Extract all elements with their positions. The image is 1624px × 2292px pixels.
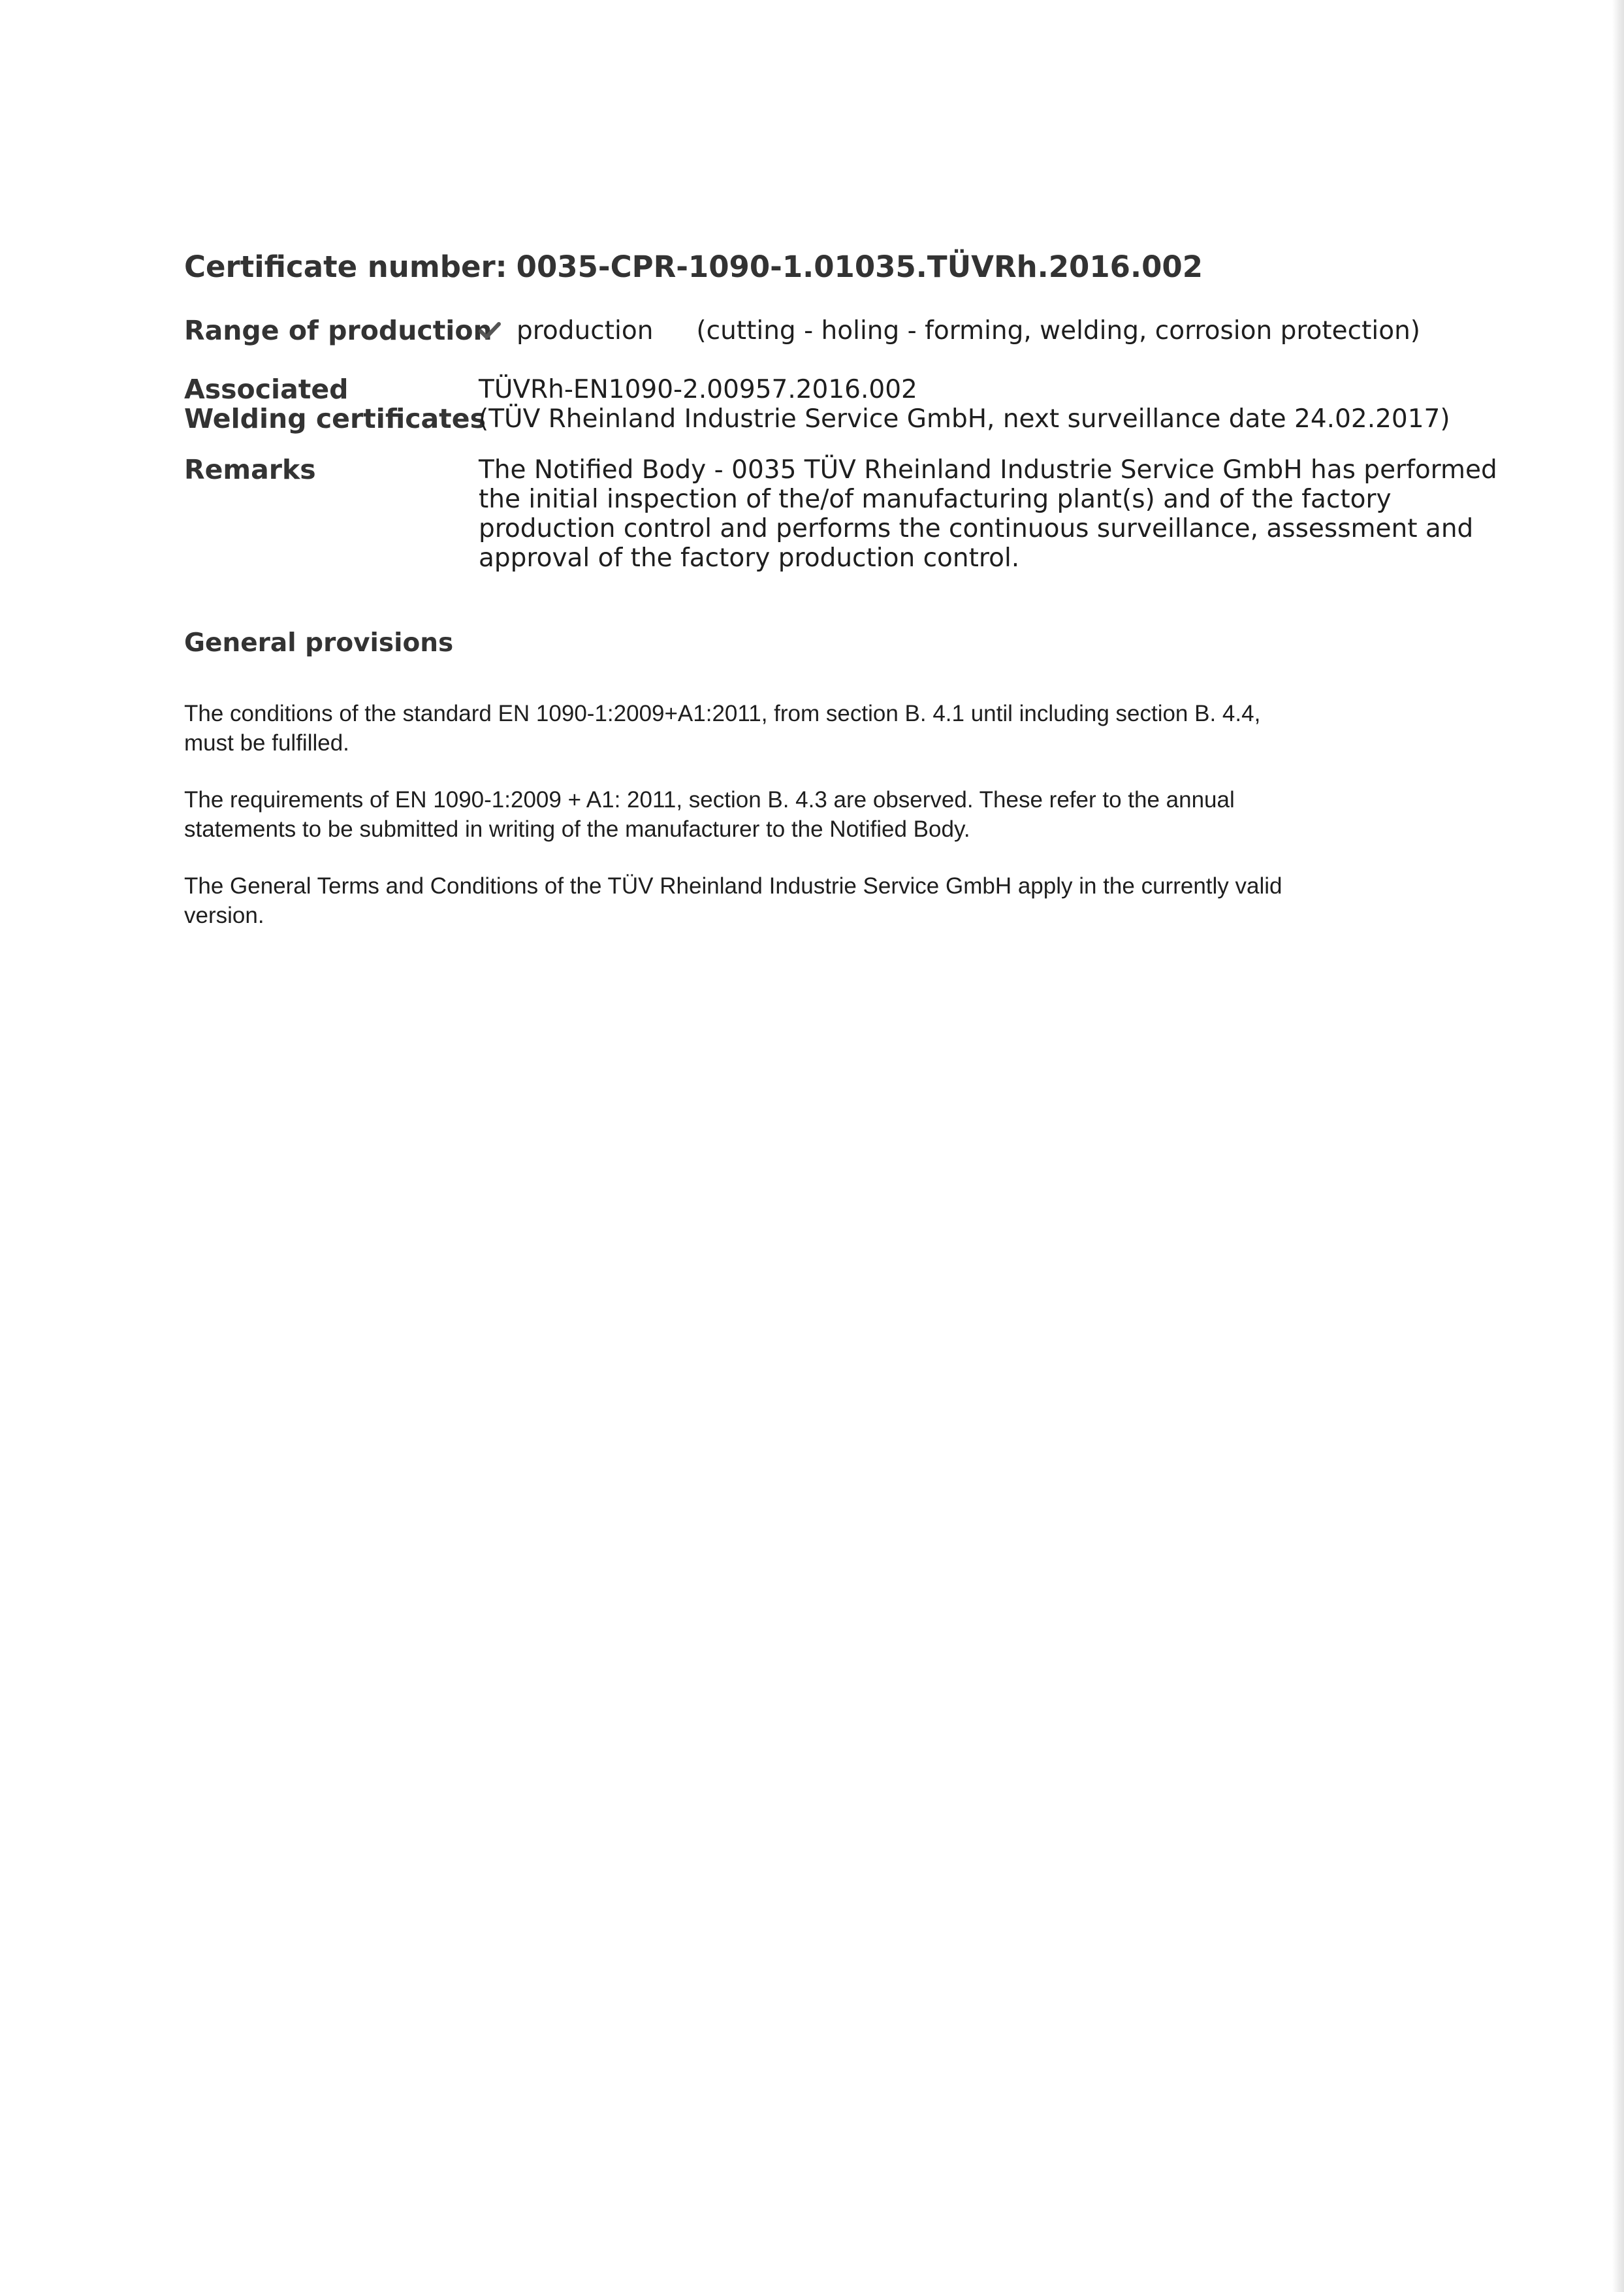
remarks-line: approval of the factory production control.	[479, 543, 1020, 573]
remarks-line: The Notified Body - 0035 TÜV Rheinland Industrie Service GmbH has performed	[479, 455, 1497, 485]
certificate-number-value: 0035-CPR-1090-1.01035.TÜVRh.2016.002	[516, 250, 1203, 284]
paragraph-line: version.	[184, 903, 264, 928]
provision-paragraph-terms	[184, 871, 1425, 930]
checkmark-icon	[479, 319, 501, 342]
remarks-line: production control and performs the continuous surveillance, assessment and	[479, 514, 1474, 543]
range-item: production	[517, 316, 654, 346]
paragraph-line: The conditions of the standard EN 1090-1:2009+A1:2011, from section B. 4.1 until including section B. 4.4,	[184, 701, 1261, 726]
welding-certificate-number: TÜVRh-EN1090-2.00957.2016.002	[479, 375, 917, 404]
range-detail: (cutting - holing - forming, welding, corrosion protection)	[696, 316, 1421, 346]
paragraph-line: statements to be submitted in writing of the manufacturer to the Notified Body.	[184, 816, 970, 842]
paragraph-line: must be fulfilled.	[184, 730, 349, 756]
provision-paragraph-requirements	[184, 785, 1425, 844]
page-edge-shadow	[1612, 0, 1624, 2292]
welding-certificate-issuer: (TÜV Rheinland Industrie Service GmbH, next surveillance date 24.02.2017)	[479, 404, 1450, 434]
range-of-production-label: Range of production	[184, 315, 492, 346]
general-provisions-heading: General provisions	[184, 628, 454, 658]
associated-welding-label	[184, 375, 486, 434]
remarks-text	[479, 455, 1497, 573]
associated-welding-value	[479, 375, 1450, 434]
range-of-production-value	[479, 316, 1420, 346]
welding-certificates-label-line: Welding certificates	[184, 403, 486, 434]
remarks-label: Remarks	[184, 454, 316, 485]
provision-paragraph-conditions	[184, 699, 1425, 758]
paragraph-line: The General Terms and Conditions of the TÜV Rheinland Industrie Service GmbH apply in the currently valid	[184, 873, 1282, 899]
associated-label-line: Associated	[184, 374, 349, 405]
certificate-number-heading	[184, 250, 1203, 284]
paragraph-line: The requirements of EN 1090-1:2009 + A1: 2011, section B. 4.3 are observed. These refer to the annual	[184, 787, 1235, 813]
certificate-number-label: Certificate number:	[184, 250, 507, 284]
remarks-line: the initial inspection of the/of manufacturing plant(s) and of the factory	[479, 485, 1392, 514]
